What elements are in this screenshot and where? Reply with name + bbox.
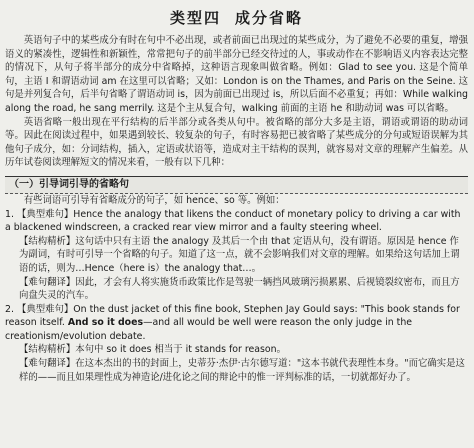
analysis-block	[5, 343, 468, 357]
example-sentence	[5, 208, 468, 235]
example-item-1	[5, 208, 468, 303]
analysis-tag: 【结构精析】	[19, 344, 76, 356]
section-intro: 有些词语可引导有省略成分的句子，如 hence、so 等。例如：	[23, 194, 285, 206]
translation-text: 在这本杰出的书的封面上，史蒂芬·杰伊·古尔德写道："这本书就代表理性本身。"而它确实是这样的——而且如果理性成为神造论/进化论之间的辩论中的惟一评判标准的话，一切就都好办了。	[19, 358, 465, 383]
example-item-2	[5, 303, 468, 385]
item-number: 2.	[5, 303, 14, 315]
analysis-text: 本句中 so it does 相当于 it stands for reason。	[75, 344, 286, 356]
intro-paragraph-1: 英语句子中的某些成分有时在句中不必出现，或者前面已出现过的某些成分，为了避免不必要的重复，增强语义的紧凑性，逻辑性和新颖性，常常把句子的前半部分已经交待过的人，事或动作在不影响语义内容表达完整的情况下，从句子将半部分的成分中省略掉，这种语言现象叫做省略。例如：Glad to see you. 这是个简单句，主语 I 和谓语动词 am 在这里可以省略；又如：London is on the Thames, and Paris on the Seine. 这句是并列复合句，后半句省略了谓语动词 is，因为前面已出现过 is，所以后面不必重复；再如：While walking along the road, he sang merrily. 这是个主从复合句，walking 前面的主语 he 和助动词 was 可以省略。	[5, 35, 468, 114]
translation-tag: 【难句翻译】	[19, 276, 76, 288]
translation-text: 因此，才会有人将实施货币政策比作是驾驶一辆挡风玻璃污损累累、后视镜裂纹密布，而且方向盘失灵的汽车。	[19, 276, 460, 302]
sentence-bold-text: And so it does	[67, 317, 144, 329]
item-tag: 【典型难句】	[17, 208, 74, 220]
intro-paragraph-2: 英语省略一般出现在平行结构的后半部分或各类从句中。被省略的部分大多是主语，谓语或谓语的助动词等。因此在阅读过程中，如果遇到较长、较复杂的句子，有时容易把已被省略了某些成分的分句或短语误解为其他句子成分，如：分词结构，插入，定语或状语等，造成对主干结构的误判，就容易对文章的理解产生偏差。从历年试卷阅读理解短文的情况来看，一般有以下几种：	[5, 116, 468, 169]
item-number: 1.	[5, 208, 14, 220]
analysis-tag: 【结构精析】	[19, 235, 76, 247]
translation-block	[5, 276, 468, 303]
analysis-block	[5, 235, 468, 276]
translation-tag: 【难句翻译】	[19, 358, 76, 370]
section-heading: （一）引导词引导的省略句	[5, 176, 468, 194]
analysis-text: 这句话中只有主语 the analogy 及其后一个由 that 定语从句，没有谓语。原因是 hence 作为副词，有时可引导一个省略的句子。知道了这一点，就不会影响我们对文章的理解。如果给这句话加上谓语的话，则为…Hence（here is）the analogy that…。	[19, 235, 460, 274]
page-title	[5, 0, 468, 34]
sentence-tail-text: —and all would be well were reason the only judge in the creationism/evolution debate.	[5, 317, 413, 342]
item-tag: 【典型难句】	[17, 303, 74, 315]
sentence-text: On the dust jacket of this fine book, Stephen Jay Gould says: "This book stands for reason itself.	[5, 303, 460, 329]
sentence-text: Hence the analogy that likens the conduct of monetary policy to driving a car with a blackened windscreen, a cracked rear view mirror and a faulty steering wheel.	[5, 208, 461, 234]
example-sentence	[5, 303, 468, 344]
translation-block	[5, 357, 468, 384]
title-topic: 成分省略	[235, 9, 304, 27]
title-type: 类型四	[169, 9, 221, 27]
